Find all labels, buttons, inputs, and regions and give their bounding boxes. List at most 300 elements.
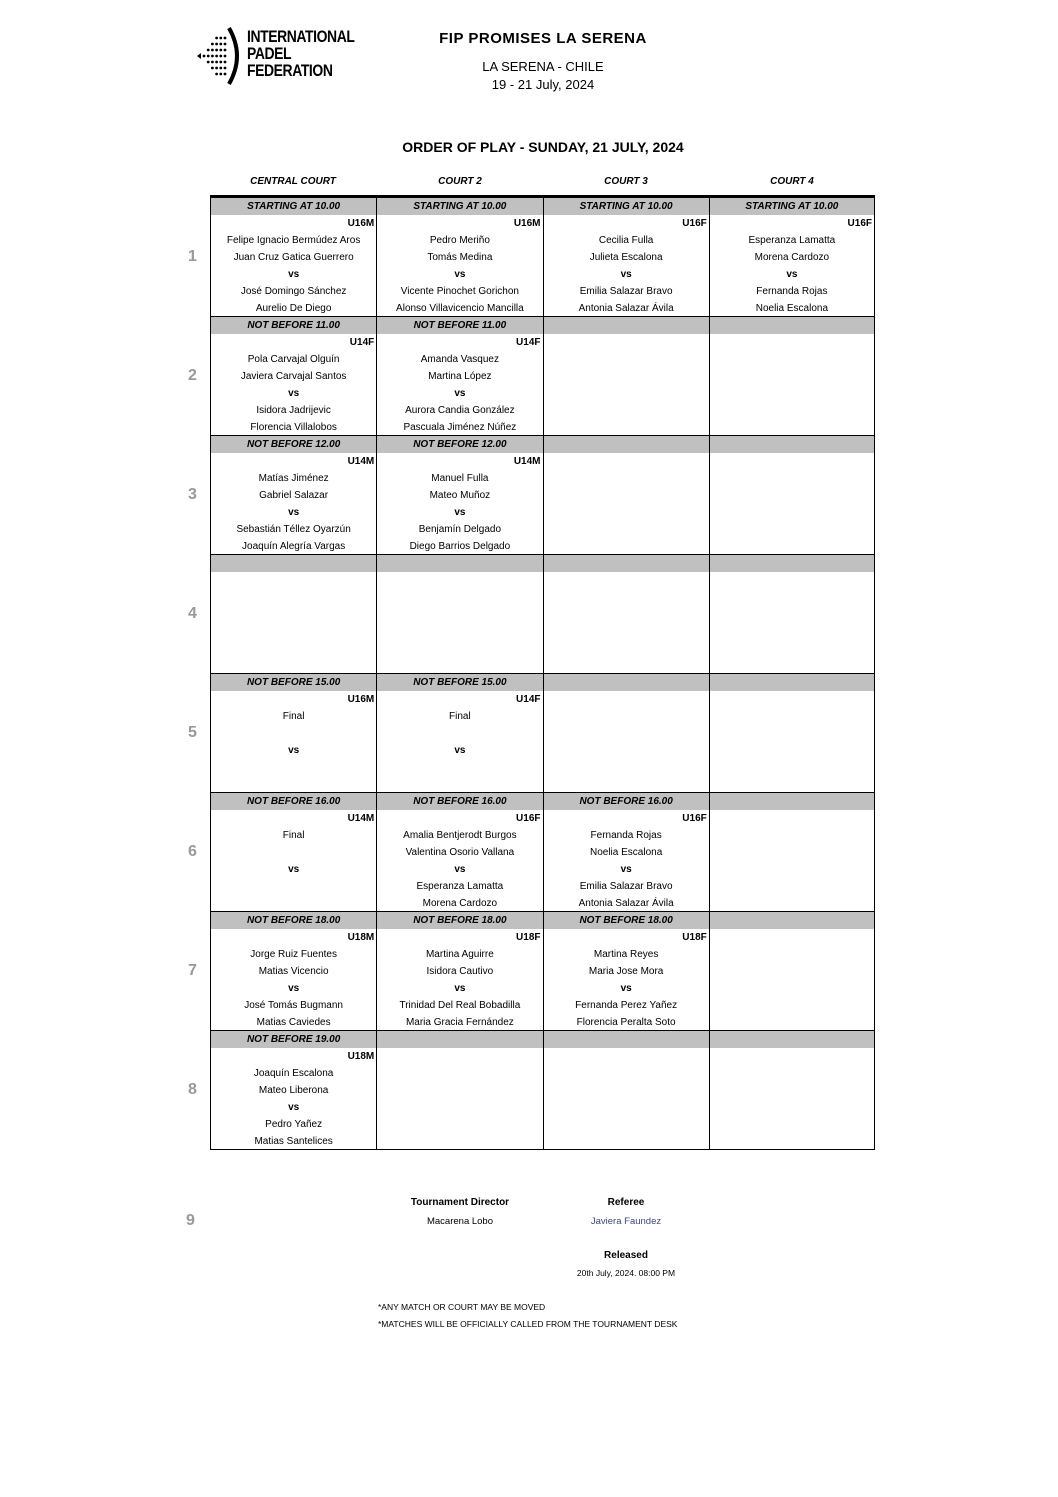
match-cell: [709, 1031, 875, 1149]
player-name: Antonia Salazar Ávila: [578, 303, 674, 314]
vs-label: vs: [620, 983, 632, 994]
note: *ANY MATCH OR COURT MAY BE MOVED: [378, 1302, 546, 1312]
player-name: [211, 725, 376, 742]
start-time: NOT BEFORE 15.00: [211, 674, 376, 691]
start-time: STARTING AT 10.00: [211, 198, 376, 215]
row-number: 9: [186, 1212, 195, 1229]
player-name: [211, 759, 376, 776]
player-name: [710, 1133, 874, 1150]
match-cell: [376, 436, 542, 554]
start-time: [377, 555, 542, 572]
player-name: [710, 623, 874, 640]
logo-dot: [215, 67, 218, 70]
player-name: [544, 487, 709, 504]
row-number: 1: [188, 248, 197, 265]
player-name: Jorge Ruiz Fuentes: [250, 949, 337, 960]
director-label: Tournament Director: [410, 1197, 510, 1208]
category-badge: U14F: [349, 337, 375, 348]
player-name: [710, 487, 874, 504]
player-name: [710, 606, 874, 623]
vs-label: vs: [288, 269, 300, 280]
player-name: Final: [282, 711, 305, 722]
player-name: [211, 640, 376, 657]
player-name: Noelia Escalona: [755, 303, 828, 314]
logo-dot: [207, 55, 210, 58]
court-header-4: COURT 4: [770, 176, 814, 187]
vs-label: vs: [454, 983, 466, 994]
category-badge: U16F: [682, 218, 707, 229]
time-slot-row: [188, 198, 875, 317]
player-name: [377, 657, 542, 674]
start-time: [710, 436, 874, 453]
logo-dot: [215, 73, 218, 76]
logo-line: INTERNATIONAL: [247, 27, 355, 46]
category-badge: U18F: [682, 932, 707, 943]
match-cell: [543, 555, 709, 673]
player-name: Manuel Fulla: [431, 473, 489, 484]
player-name: Alonso Villavicencio Mancilla: [396, 303, 524, 314]
player-name: Joaquín Alegría Vargas: [242, 541, 346, 552]
player-name: [710, 1099, 874, 1116]
match-cell: [376, 198, 542, 316]
category-badge: U16M: [347, 694, 375, 705]
start-time: NOT BEFORE 16.00: [377, 793, 542, 810]
player-name: Esperanza Lamatta: [748, 235, 836, 246]
category-badge: U14M: [347, 813, 375, 824]
player-name: Pedro Meriño: [429, 235, 490, 246]
row-number: 3: [188, 486, 197, 503]
match-cell: [376, 793, 542, 911]
category-badge: U16M: [347, 218, 375, 229]
player-name: [544, 1082, 709, 1099]
match-cell: [210, 198, 376, 316]
match-cell: [210, 674, 376, 792]
player-name: Benjamín Delgado: [418, 524, 502, 535]
match-cell: [709, 198, 875, 316]
player-name: Felipe Ignacio Bermúdez Aros: [226, 235, 361, 246]
player-name: [710, 657, 874, 674]
player-name: Antonia Salazar Ávila: [578, 898, 674, 909]
vs-label: vs: [620, 269, 632, 280]
player-name: [544, 504, 709, 521]
category-badge: [544, 691, 709, 708]
match-cell: [210, 793, 376, 911]
time-slot-row: [188, 317, 875, 436]
category-badge: [377, 572, 542, 589]
player-name: [710, 470, 874, 487]
category-badge: U16F: [516, 813, 541, 824]
category-badge: [544, 334, 709, 351]
time-slot-row: [188, 1031, 875, 1150]
player-name: Florencia Peralta Soto: [576, 1017, 676, 1028]
start-time: [544, 555, 709, 572]
player-name: [211, 878, 376, 895]
player-name: Tomás Medina: [427, 252, 493, 263]
category-badge: [544, 453, 709, 470]
player-name: Martina Aguirre: [425, 949, 494, 960]
player-name: [211, 623, 376, 640]
player-name: Aurelio De Diego: [255, 303, 332, 314]
logo-dot: [224, 37, 227, 40]
player-name: [211, 844, 376, 861]
row-number: 8: [188, 1081, 197, 1098]
player-name: [544, 402, 709, 419]
match-cell: [210, 555, 376, 673]
player-name: [544, 742, 709, 759]
player-name: Matias Vicencio: [258, 966, 329, 977]
player-name: [377, 1082, 542, 1099]
time-slot-row: [188, 674, 875, 793]
note: *MATCHES WILL BE OFFICIALLY CALLED FROM THE TOURNAMENT DESK: [378, 1319, 678, 1329]
category-badge: [710, 334, 874, 351]
player-name: [710, 742, 874, 759]
match-cell: [376, 1031, 542, 1149]
vs-label: vs: [786, 269, 798, 280]
match-cell: [709, 674, 875, 792]
player-name: [710, 759, 874, 776]
player-name: Juan Cruz Gatica Guerrero: [233, 252, 354, 263]
player-name: Pola Carvajal Olguín: [247, 354, 340, 365]
match-cell: [210, 1031, 376, 1149]
player-name: Emilia Salazar Bravo: [579, 881, 673, 892]
start-time: [710, 912, 874, 929]
player-name: [544, 708, 709, 725]
player-name: [377, 1065, 542, 1082]
player-name: Maria Gracia Fernández: [405, 1017, 514, 1028]
player-name: Cecilia Fulla: [598, 235, 654, 246]
player-name: Fernanda Rojas: [756, 286, 828, 297]
player-name: [710, 538, 874, 555]
category-badge: U14F: [516, 694, 541, 705]
match-cell: [543, 912, 709, 1030]
time-slot-row: [188, 912, 875, 1031]
start-time: [710, 793, 874, 810]
vs-label: vs: [288, 388, 300, 399]
player-name: Diego Barrios Delgado: [409, 541, 511, 552]
logo-dot: [224, 73, 227, 76]
player-name: Final: [449, 711, 471, 722]
row-number: 4: [188, 605, 197, 622]
logo-dot: [203, 55, 206, 58]
player-name: [710, 419, 874, 436]
player-name: [377, 640, 542, 657]
player-name: [544, 368, 709, 385]
player-name: [544, 640, 709, 657]
category-badge: [211, 572, 376, 589]
match-cell: [543, 436, 709, 554]
category-badge: [710, 810, 874, 827]
player-name: [544, 1116, 709, 1133]
tournament-location: LA SERENA - CHILE: [482, 59, 604, 74]
order-of-play-heading: ORDER OF PLAY - SUNDAY, 21 JULY, 2024: [402, 139, 684, 155]
court-header-central: CENTRAL COURT: [250, 176, 336, 187]
start-time: NOT BEFORE 18.00: [544, 912, 709, 929]
player-name: Sebastián Téllez Oyarzún: [236, 524, 351, 535]
player-name: [710, 946, 874, 963]
player-name: [710, 861, 874, 878]
player-name: [710, 1065, 874, 1082]
player-name: [211, 657, 376, 674]
start-time: NOT BEFORE 12.00: [377, 436, 542, 453]
logo-dot: [219, 43, 222, 46]
player-name: [544, 725, 709, 742]
match-cell: [376, 674, 542, 792]
start-time: STARTING AT 10.00: [377, 198, 542, 215]
vs-label: vs: [454, 388, 466, 399]
schedule-grid: [188, 195, 875, 1150]
row-number: 6: [188, 843, 197, 860]
time-slot-row: [188, 436, 875, 555]
row-number: 5: [188, 724, 197, 741]
player-name: [710, 385, 874, 402]
player-name: [544, 1099, 709, 1116]
logo-dot: [211, 49, 214, 52]
category-badge: U16M: [513, 218, 541, 229]
player-name: Isidora Jadrijevic: [256, 405, 331, 416]
logo-dot: [211, 55, 214, 58]
start-time: [710, 1031, 874, 1048]
player-name: Amanda Vasquez: [420, 354, 499, 365]
match-cell: [210, 912, 376, 1030]
start-time: NOT BEFORE 16.00: [211, 793, 376, 810]
player-name: [710, 980, 874, 997]
row-number: 7: [188, 962, 197, 979]
start-time: [544, 317, 709, 334]
logo-dot: [219, 49, 222, 52]
released-time: 20th July, 2024. 08:00 PM: [576, 1268, 676, 1278]
start-time: NOT BEFORE 18.00: [211, 912, 376, 929]
player-name: [544, 606, 709, 623]
start-time: NOT BEFORE 11.00: [377, 317, 542, 334]
player-name: Morena Cardozo: [422, 898, 498, 909]
player-name: [710, 997, 874, 1014]
player-name: Mateo Muñoz: [429, 490, 491, 501]
logo-dot: [224, 55, 227, 58]
player-name: [710, 776, 874, 793]
player-name: [544, 385, 709, 402]
player-name: [377, 759, 542, 776]
player-name: Mateo Liberona: [258, 1085, 329, 1096]
player-name: [211, 776, 376, 793]
category-badge: U16F: [847, 218, 872, 229]
logo-dot: [224, 67, 227, 70]
director-name: Macarena Lobo: [426, 1216, 494, 1227]
vs-label: vs: [454, 745, 466, 756]
player-name: [544, 657, 709, 674]
start-time: NOT BEFORE 15.00: [377, 674, 542, 691]
player-name: [710, 963, 874, 980]
referee-name: Javiera Faundez: [590, 1216, 662, 1227]
logo-dot: [219, 67, 222, 70]
start-time: [710, 555, 874, 572]
player-name: [710, 368, 874, 385]
logo-dot: [215, 43, 218, 46]
padel-ball-icon: [195, 26, 245, 86]
category-badge: [710, 453, 874, 470]
player-name: Morena Cardozo: [754, 252, 830, 263]
player-name: [544, 589, 709, 606]
vs-label: vs: [288, 745, 300, 756]
match-cell: [709, 912, 875, 1030]
logo-dot: [215, 37, 218, 40]
player-name: Maria Jose Mora: [588, 966, 664, 977]
vs-label: vs: [288, 507, 300, 518]
start-time: [377, 1031, 542, 1048]
player-name: [377, 1099, 542, 1116]
category-badge: [710, 1048, 874, 1065]
player-name: [544, 1133, 709, 1150]
player-name: [544, 1065, 709, 1082]
category-badge: [710, 691, 874, 708]
logo-dot: [211, 67, 214, 70]
referee-label: Referee: [607, 1197, 645, 1208]
match-cell: [376, 912, 542, 1030]
logo-dot: [215, 61, 218, 64]
player-name: Emilia Salazar Bravo: [579, 286, 673, 297]
player-name: Martina Reyes: [593, 949, 659, 960]
category-badge: [710, 572, 874, 589]
start-time: NOT BEFORE 12.00: [211, 436, 376, 453]
tournament-title: FIP PROMISES LA SERENA: [439, 30, 647, 47]
player-name: Joaquín Escalona: [253, 1068, 334, 1079]
logo-dot: [207, 49, 210, 52]
start-time: [211, 555, 376, 572]
player-name: Fernanda Rojas: [590, 830, 662, 841]
start-time: STARTING AT 10.00: [544, 198, 709, 215]
category-badge: [710, 929, 874, 946]
category-badge: U18F: [516, 932, 541, 943]
player-name: [377, 589, 542, 606]
logo-dot: [215, 55, 218, 58]
start-time: [544, 674, 709, 691]
player-name: [710, 895, 874, 912]
player-name: Valentina Osorio Vallana: [405, 847, 515, 858]
player-name: Esperanza Lamatta: [416, 881, 504, 892]
player-name: [377, 606, 542, 623]
match-cell: [709, 555, 875, 673]
logo-dot: [215, 49, 218, 52]
player-name: [211, 606, 376, 623]
player-name: Florencia Villalobos: [250, 422, 337, 433]
player-name: Final: [282, 830, 305, 841]
player-name: José Domingo Sánchez: [240, 286, 347, 297]
category-badge: U14M: [347, 456, 375, 467]
player-name: [710, 1082, 874, 1099]
match-cell: [210, 436, 376, 554]
category-badge: U18M: [347, 932, 375, 943]
vs-label: vs: [454, 507, 466, 518]
player-name: [377, 725, 542, 742]
start-time: NOT BEFORE 16.00: [544, 793, 709, 810]
logo-dot: [219, 61, 222, 64]
match-cell: [376, 555, 542, 673]
start-time: [710, 317, 874, 334]
match-cell: [543, 793, 709, 911]
logo-dot: [224, 49, 227, 52]
player-name: Aurora Candia González: [405, 405, 515, 416]
player-name: Gabriel Salazar: [259, 490, 329, 501]
logo-dot: [219, 55, 222, 58]
court-header-2: COURT 2: [438, 176, 482, 187]
player-name: Fernanda Perez Yañez: [575, 1000, 678, 1011]
player-name: [544, 470, 709, 487]
player-name: Noelia Escalona: [589, 847, 663, 858]
player-name: [377, 776, 542, 793]
match-cell: [709, 793, 875, 911]
match-cell: [376, 317, 542, 435]
player-name: [544, 776, 709, 793]
vs-label: vs: [288, 864, 300, 875]
start-time: [544, 1031, 709, 1048]
vs-label: vs: [454, 269, 466, 280]
start-time: NOT BEFORE 19.00: [211, 1031, 376, 1048]
player-name: [710, 844, 874, 861]
start-time: NOT BEFORE 18.00: [377, 912, 542, 929]
player-name: Amalia Bentjerodt Burgos: [403, 830, 517, 841]
player-name: Vicente Pinochet Gorichon: [400, 286, 519, 297]
player-name: José Tomás Bugmann: [244, 1000, 343, 1011]
match-cell: [543, 1031, 709, 1149]
fip-logo: [195, 26, 355, 86]
player-name: [377, 1133, 542, 1150]
player-name: [544, 623, 709, 640]
logo-dot: [224, 61, 227, 64]
player-name: [710, 521, 874, 538]
player-name: Pedro Yañez: [265, 1119, 323, 1130]
logo-line: PADEL: [247, 44, 292, 63]
category-badge: U14M: [513, 456, 541, 467]
vs-label: vs: [288, 1102, 300, 1113]
player-name: [710, 589, 874, 606]
logo-dot: [211, 61, 214, 64]
match-cell: [543, 674, 709, 792]
player-name: Martina López: [428, 371, 492, 382]
match-cell: [709, 436, 875, 554]
logo-dot: [219, 37, 222, 40]
player-name: Julieta Escalona: [589, 252, 663, 263]
vs-label: vs: [454, 864, 466, 875]
player-name: [211, 589, 376, 606]
time-slot-row: [188, 793, 875, 912]
logo-dot: [219, 73, 222, 76]
row-number: 2: [188, 367, 197, 384]
player-name: [544, 351, 709, 368]
category-badge: [544, 572, 709, 589]
player-name: [710, 351, 874, 368]
released-label: Released: [604, 1250, 648, 1261]
category-badge: U14F: [516, 337, 541, 348]
player-name: Matías Jiménez: [258, 473, 329, 484]
player-name: Pascuala Jiménez Núñez: [403, 422, 517, 433]
player-name: [710, 725, 874, 742]
start-time: STARTING AT 10.00: [710, 198, 874, 215]
player-name: Trinidad Del Real Bobadilla: [399, 1000, 521, 1011]
match-cell: [543, 317, 709, 435]
player-name: [710, 1116, 874, 1133]
vs-label: vs: [620, 864, 632, 875]
match-cell: [210, 317, 376, 435]
player-name: [710, 878, 874, 895]
match-cell: [709, 317, 875, 435]
logo-dot: [224, 43, 227, 46]
player-name: [710, 504, 874, 521]
player-name: [710, 402, 874, 419]
start-time: [710, 674, 874, 691]
player-name: [710, 1014, 874, 1031]
match-cell: [543, 198, 709, 316]
player-name: [544, 521, 709, 538]
category-badge: U16F: [682, 813, 707, 824]
